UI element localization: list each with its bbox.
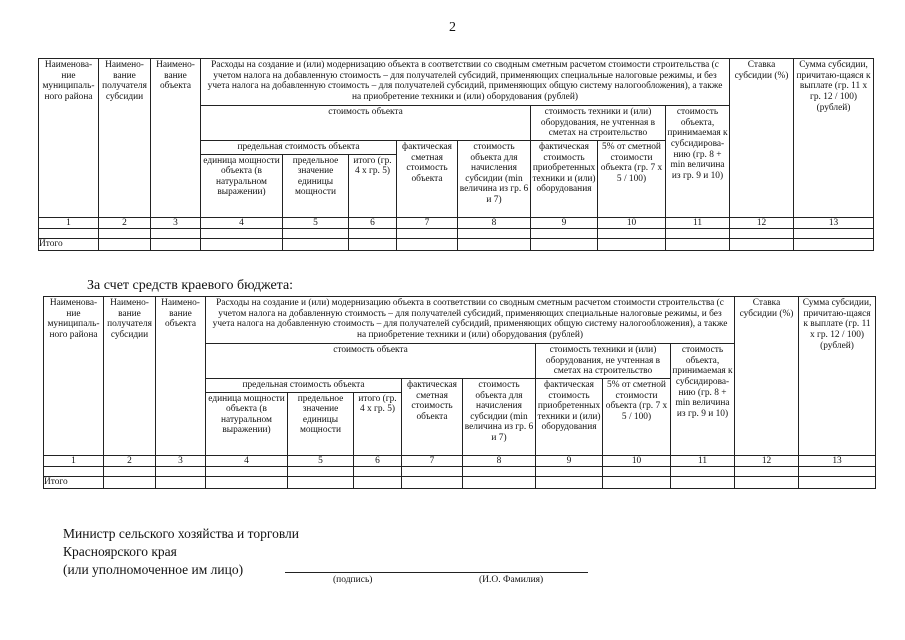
- column-number: 9: [531, 217, 598, 229]
- header-limit-cost: предельная стоимость объекта: [206, 378, 402, 392]
- column-number: 2: [104, 455, 156, 467]
- header-five-percent: 5% от сметной стоимости объекта (гр. 7 х 5 / 100): [598, 140, 666, 217]
- page-number: 2: [449, 20, 456, 35]
- table-row: [44, 467, 876, 477]
- header-cost-accepted: стоимость объекта, принимаемая к субсидирова-нию (гр. 8 + min величина из гр. 9 и 10): [666, 106, 730, 218]
- signature-line: [285, 572, 588, 573]
- subsidy-table-2: [43, 296, 876, 489]
- signature-caption: (подпись): [333, 575, 373, 585]
- column-number: 6: [354, 455, 402, 467]
- total-row: [44, 477, 876, 489]
- header-object-name: Наимено-вание объекта: [151, 59, 201, 218]
- header-total: итого (гр. 4 х гр. 5): [349, 154, 397, 217]
- header-object-cost: стоимость объекта: [201, 106, 531, 141]
- header-subsidy-sum: Сумма субсидии, причитаю-щаяся к выплате (гр. 11 х гр. 12 / 100) (рублей): [794, 59, 874, 218]
- column-number: 8: [458, 217, 531, 229]
- header-subsidy-base: стоимость объекта для начисления субсидии (min величина из гр. 6 и 7): [463, 378, 536, 455]
- header-total: итого (гр. 4 х гр. 5): [354, 392, 402, 455]
- signatory-title-line3: (или уполномоченное им лицо): [63, 562, 244, 577]
- header-subsidy-rate: Ставка субсидии (%): [735, 297, 799, 456]
- column-number: 1: [39, 217, 99, 229]
- column-number: 13: [794, 217, 874, 229]
- column-number-row: [39, 217, 874, 229]
- column-number: 8: [463, 455, 536, 467]
- table-row: [39, 229, 874, 239]
- column-number: 6: [349, 217, 397, 229]
- column-number: 10: [603, 455, 671, 467]
- column-number: 12: [730, 217, 794, 229]
- column-number-row: [44, 455, 876, 467]
- header-municipality: Наименова-ние муниципаль-ного района: [44, 297, 104, 456]
- column-number: 12: [735, 455, 799, 467]
- column-number: 13: [799, 455, 876, 467]
- header-actual-cost: фактическая сметная стоимость объекта: [397, 140, 458, 217]
- column-number: 11: [671, 455, 735, 467]
- header-limit-value: предельное значение единицы мощности: [288, 392, 354, 455]
- header-recipient: Наимено-вание получателя субсидии: [99, 59, 151, 218]
- header-recipient: Наимено-вание получателя субсидии: [104, 297, 156, 456]
- column-number: 11: [666, 217, 730, 229]
- header-subsidy-sum: Сумма субсидии, причитаю-щаяся к выплате (гр. 11 х гр. 12 / 100) (рублей): [799, 297, 876, 456]
- column-number: 3: [151, 217, 201, 229]
- header-municipality: Наименова-ние муниципаль-ного района: [39, 59, 99, 218]
- column-number: 1: [44, 455, 104, 467]
- column-number: 2: [99, 217, 151, 229]
- header-equipment-cost: стоимость техники и (или) оборудования, не учтенная в сметах на строительство: [531, 106, 666, 141]
- column-number: 10: [598, 217, 666, 229]
- header-subsidy-base: стоимость объекта для начисления субсидии (min величина из гр. 6 и 7): [458, 140, 531, 217]
- header-unit-capacity: единица мощности объекта (в натуральном выражении): [206, 392, 288, 455]
- subsidy-table-1: [38, 58, 874, 251]
- section-title-regional-budget: За счет средств краевого бюджета:: [87, 278, 294, 293]
- column-number: 7: [397, 217, 458, 229]
- column-number: 7: [402, 455, 463, 467]
- total-row: [39, 239, 874, 251]
- column-number: 9: [536, 455, 603, 467]
- column-number: 5: [283, 217, 349, 229]
- header-cost-accepted: стоимость объекта, принимаемая к субсидирова-нию (гр. 8 + min величина из гр. 9 и 10): [671, 344, 735, 456]
- header-subsidy-rate: Ставка субсидии (%): [730, 59, 794, 218]
- header-object-name: Наимено-вание объекта: [156, 297, 206, 456]
- column-number: 3: [156, 455, 206, 467]
- column-number: 4: [206, 455, 288, 467]
- name-caption: (И.О. Фамилия): [479, 575, 544, 585]
- header-expenses: Расходы на создание и (или) модернизацию объекта в соответствии со сводным сметным расчетом стоимости строительства (с учетом налога на добавленную стоимость – для получателей субсидий, применяющих специальные налоговые режимы, и без учета налога на добавленную стоимость – для получателей субсидий, применяющих общую систему налогообложения), а также на приобретение техники и (или) оборудования (рублей): [206, 297, 735, 344]
- header-limit-cost: предельная стоимость объекта: [201, 140, 397, 154]
- header-unit-capacity: единица мощности объекта (в натуральном выражении): [201, 154, 283, 217]
- column-number: 5: [288, 455, 354, 467]
- column-number: 4: [201, 217, 283, 229]
- header-actual-cost: фактическая сметная стоимость объекта: [402, 378, 463, 455]
- header-five-percent: 5% от сметной стоимости объекта (гр. 7 х 5 / 100): [603, 378, 671, 455]
- signatory-title-line1: Министр сельского хозяйства и торговли: [63, 526, 299, 541]
- header-equipment-cost: стоимость техники и (или) оборудования, не учтенная в сметах на строительство: [536, 344, 671, 379]
- total-label: Итого: [39, 239, 99, 251]
- header-expenses: Расходы на создание и (или) модернизацию объекта в соответствии со сводным сметным расчетом стоимости строительства (с учетом налога на добавленную стоимость – для получателей субсидий, применяющих специальные налоговые режимы, и без учета налога на добавленную стоимость – для получателей субсидий, применяющих общую систему налогообложения), а также на приобретение техники и (или) оборудования (рублей): [201, 59, 730, 106]
- header-actual-equipment: фактическая стоимость приобретенных техники и (или) оборудования: [536, 378, 603, 455]
- total-label: Итого: [44, 477, 104, 489]
- header-limit-value: предельное значение единицы мощности: [283, 154, 349, 217]
- signatory-title-line2: Красноярского края: [63, 544, 177, 559]
- header-object-cost: стоимость объекта: [206, 344, 536, 379]
- header-actual-equipment: фактическая стоимость приобретенных техники и (или) оборудования: [531, 140, 598, 217]
